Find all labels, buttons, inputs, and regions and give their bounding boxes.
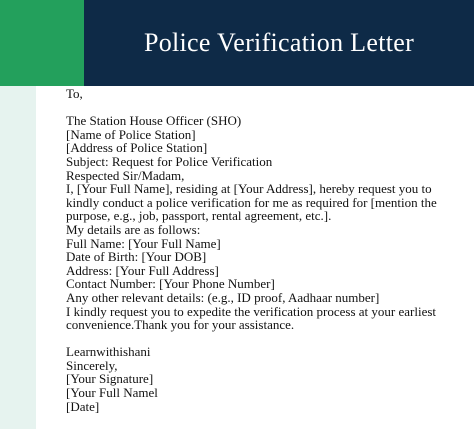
accent-strip-pale <box>0 86 36 429</box>
spacer <box>66 332 466 346</box>
detail-other: Any other relevant details: (e.g., ID proof, Aadhaar number] <box>66 289 380 305</box>
detail-contact: Contact Number: [Your Phone Number] <box>66 276 275 292</box>
closing-request: convenience.Thank you for your assistance. <box>66 317 295 333</box>
recipient-line: The Station House Officer (SHO) <box>66 113 242 129</box>
accent-strip-green <box>0 0 84 86</box>
page-title: Police Verification Letter <box>143 28 415 57</box>
sign-off: Sincerely, <box>66 357 118 373</box>
title-banner <box>84 0 474 86</box>
watermark-credit: Learnwithishani <box>66 344 151 360</box>
body-line: purpose, e.g., job, passport, rental agreement, etc.]. <box>66 208 332 224</box>
body-line: kindly conduct a police verification for me as required for [mention the <box>66 194 437 210</box>
detail-dob: Date of Birth: [Your DOB] <box>66 249 207 265</box>
date-placeholder: [Date] <box>66 398 100 414</box>
signature-placeholder: [Your Signature] <box>66 371 154 387</box>
detail-full-name: Full Name: [Your Full Name] <box>66 235 221 251</box>
body-line: I, [Your Full Name], residing at [Your Address], hereby request you to <box>66 181 432 197</box>
greeting-line: Respected Sir/Madam, <box>66 167 185 183</box>
spacer <box>66 101 466 115</box>
police-station-address: [Address of Police Station] <box>66 140 208 156</box>
salutation-to: To, <box>66 86 83 101</box>
letter-body <box>66 87 466 413</box>
subject-line: Subject: Request for Police Verification <box>66 153 273 169</box>
closing-request: I kindly request you to expedite the verification process at your earliest <box>66 303 437 319</box>
details-intro: My details are as follows: <box>66 221 201 237</box>
full-name-placeholder: [Your Full Namel <box>66 385 158 401</box>
police-station-name: [Name of Police Station] <box>66 126 196 142</box>
detail-address: Address: [Your Full Address] <box>66 262 219 278</box>
